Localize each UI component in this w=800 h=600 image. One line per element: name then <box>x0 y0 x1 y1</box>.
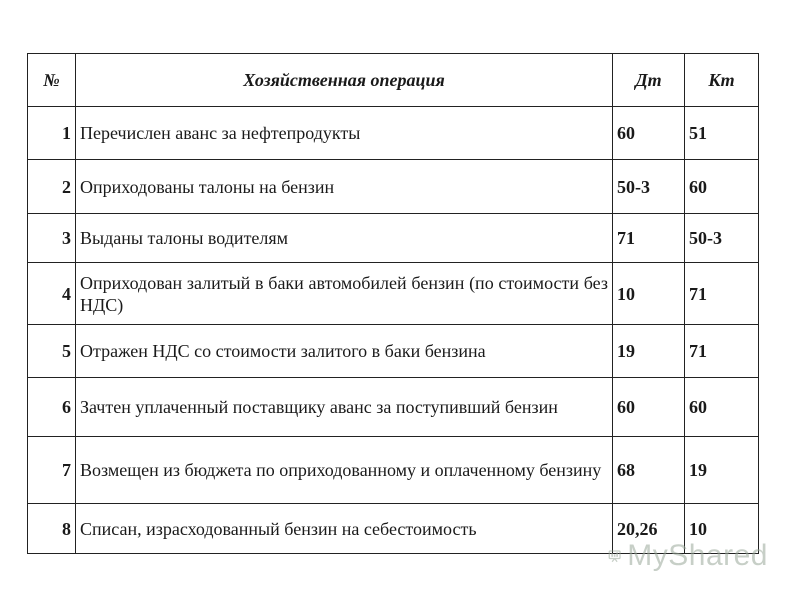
row-number: 1 <box>28 107 76 160</box>
table-row <box>28 107 759 160</box>
row-debit: 71 <box>613 214 685 263</box>
row-number: 6 <box>28 378 76 437</box>
row-number: 2 <box>28 160 76 214</box>
row-credit: 50-3 <box>685 214 759 263</box>
row-operation: Зачтен уплаченный поставщику аванс за поступивший бензин <box>76 378 613 437</box>
row-number: 5 <box>28 325 76 378</box>
row-number: 7 <box>28 437 76 504</box>
row-operation: Выданы талоны водителям <box>76 214 613 263</box>
header-number: № <box>28 54 76 107</box>
row-credit: 60 <box>685 378 759 437</box>
row-debit: 20,26 <box>613 504 685 554</box>
row-debit: 10 <box>613 263 685 325</box>
row-credit: 10 <box>685 504 759 554</box>
row-number: 4 <box>28 263 76 325</box>
row-debit: 50-3 <box>613 160 685 214</box>
row-debit: 60 <box>613 378 685 437</box>
row-operation: Перечислен аванс за нефтепродукты <box>76 107 613 160</box>
operations-table <box>27 53 759 554</box>
row-debit: 68 <box>613 437 685 504</box>
row-credit: 71 <box>685 325 759 378</box>
header-row <box>28 54 759 107</box>
row-number: 3 <box>28 214 76 263</box>
row-credit: 19 <box>685 437 759 504</box>
row-credit: 60 <box>685 160 759 214</box>
table-row <box>28 437 759 504</box>
table-row <box>28 214 759 263</box>
table-row <box>28 160 759 214</box>
table-row <box>28 263 759 325</box>
row-operation: Отражен НДС со стоимости залитого в баки бензина <box>76 325 613 378</box>
table-row <box>28 378 759 437</box>
row-operation: Списан, израсходованный бензин на себестоимость <box>76 504 613 554</box>
row-debit: 19 <box>613 325 685 378</box>
header-debit: Дт <box>613 54 685 107</box>
row-credit: 51 <box>685 107 759 160</box>
row-number: 8 <box>28 504 76 554</box>
watermark-text: MyShared <box>627 539 768 572</box>
row-operation: Оприходован залитый в баки автомобилей бензин (по стоимости без НДС) <box>76 263 613 325</box>
header-credit: Кт <box>685 54 759 107</box>
row-debit: 60 <box>613 107 685 160</box>
row-operation: Возмещен из бюджета по оприходованному и оплаченному бензину <box>76 437 613 504</box>
row-operation: Оприходованы талоны на бензин <box>76 160 613 214</box>
header-operation: Хозяйственная операция <box>76 54 613 107</box>
watermark <box>608 536 768 576</box>
presentation-board-icon <box>608 540 621 572</box>
row-credit: 71 <box>685 263 759 325</box>
table-row <box>28 325 759 378</box>
